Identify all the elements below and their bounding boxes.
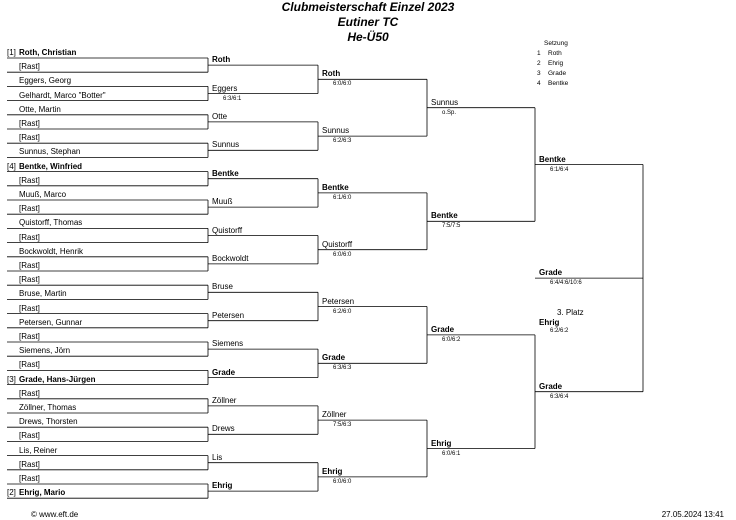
entrant-name: [Rast] <box>19 119 40 128</box>
seed-marker: [1] <box>7 48 16 57</box>
seed-marker: [4] <box>7 161 16 171</box>
match-score: 7:5/7:5 <box>442 223 461 230</box>
semifinal-winner: Bentke <box>539 154 566 164</box>
entrant-name: Gelhardt, Marco "Botter" <box>19 90 106 100</box>
match-score: 6:0/6:0 <box>333 251 352 258</box>
round2-winner: Petersen <box>212 310 245 320</box>
entrant-name: Eggers, Georg <box>19 76 72 86</box>
third-place-label: 3. Platz <box>557 308 584 317</box>
round2-winner: Ehrig <box>212 481 233 491</box>
entrant-name: Zöllner, Thomas <box>19 403 77 412</box>
entrant-name: Siemens, Jörn <box>19 346 71 356</box>
round2-winner: Otte <box>212 111 228 121</box>
round2-winner: Eggers <box>212 83 238 93</box>
entrant-name: Quistorff, Thomas <box>19 218 83 228</box>
entrant-name: [Rast] <box>19 261 40 270</box>
quarterfinal-winner: Sunnus <box>431 97 459 107</box>
round3-winner: Grade <box>322 353 346 363</box>
entrant-name: Bruse, Martin <box>19 289 67 299</box>
entrant-name: Lis, Reiner <box>19 445 58 455</box>
entrant-name: [Rast] <box>19 459 40 469</box>
round2-winner: Sunnus <box>212 140 240 150</box>
round3-winner: Bentke <box>322 182 349 192</box>
round3-winner: Ehrig <box>322 466 343 476</box>
round3-winner: Roth <box>322 69 341 79</box>
match-score: 6:0/6:1 <box>442 450 461 457</box>
seeding-num: 3 <box>537 70 541 77</box>
round2-winner: Siemens <box>212 339 244 349</box>
entrant-name: Muuß, Marco <box>19 190 67 199</box>
seeding-player: Grade <box>548 70 567 77</box>
seeding-heading: Setzung <box>544 40 568 47</box>
print-timestamp: 27.05.2024 13:41 <box>661 510 724 519</box>
round3-winner: Quistorff <box>322 239 353 249</box>
club-name: Eutiner TC <box>337 15 399 29</box>
entrant-name: Sunnus, Stephan <box>19 147 81 157</box>
quarterfinal-winner: Ehrig <box>431 438 452 448</box>
match-score: 6:2/6:3 <box>333 138 352 145</box>
third-place-winner: Ehrig <box>539 318 560 327</box>
match-score: 6:0/6:0 <box>333 81 352 88</box>
third-place-score: 6:2/6:2 <box>550 328 569 334</box>
round2-winner: Quistorff <box>212 225 243 235</box>
round2-winner: Lis <box>212 452 223 462</box>
match-score: 6:0/6:2 <box>442 336 461 343</box>
seed-marker: [2] <box>7 488 16 498</box>
entrant-name: [Rast] <box>19 232 40 242</box>
champion-name: Grade <box>539 268 563 278</box>
entrant-name: Grade, Hans-Jürgen <box>19 374 96 384</box>
match-score: 6:0/6:0 <box>333 478 352 485</box>
semifinal-winner: Grade <box>539 381 563 391</box>
round2-winner: Bockwoldt <box>212 253 249 263</box>
round2-winner: Roth <box>212 55 231 65</box>
entrant-name: Otte, Martin <box>19 104 61 114</box>
entrant-name: [Rast] <box>19 303 40 313</box>
entrant-name: [Rast] <box>19 204 40 214</box>
round2-winner: Bruse <box>212 282 233 292</box>
entrant-name: Ehrig, Mario <box>19 488 66 498</box>
website-credit: © www.eft.de <box>31 510 79 519</box>
round2-winner: Drews <box>212 424 235 434</box>
seeding-num: 2 <box>537 60 541 67</box>
entrant-name: Drews, Thorsten <box>19 417 78 427</box>
entrant-name: [Rast] <box>19 332 40 341</box>
entrant-name: [Rast] <box>19 431 40 441</box>
seeding-num: 4 <box>537 80 541 87</box>
match-score: 6:3/6:4 <box>550 393 569 400</box>
quarterfinal-winner: Bentke <box>431 211 458 221</box>
seeding-player: Bentke <box>548 80 569 87</box>
round3-winner: Zöllner <box>322 410 347 420</box>
seeding-player: Roth <box>548 50 562 57</box>
entrant-name: [Rast] <box>19 360 40 370</box>
match-score: 6:1/6:0 <box>333 194 352 201</box>
entrant-name: Roth, Christian <box>19 48 77 57</box>
entrant-name: Petersen, Gunnar <box>19 317 83 327</box>
match-score: 6:1/6:4 <box>550 166 569 173</box>
match-score: 6:3/6:3 <box>333 365 352 372</box>
round3-winner: Sunnus <box>322 126 350 136</box>
entrant-name: Bockwoldt, Henrik <box>19 246 84 256</box>
round3-winner: Petersen <box>322 296 355 306</box>
entrant-name: Bentke, Winfried <box>19 161 83 171</box>
seeding-player: Ehrig <box>548 60 564 67</box>
entrant-name: [Rast] <box>19 62 40 72</box>
round2-winner: Grade <box>212 367 236 377</box>
seed-marker: [3] <box>7 374 16 384</box>
match-score: 7:5/6:3 <box>333 422 352 429</box>
match-score: o.Sp. <box>442 109 457 116</box>
quarterfinal-winner: Grade <box>431 324 455 334</box>
category-name: He-Ü50 <box>347 30 389 44</box>
page-title: Clubmeisterschaft Einzel 2023 <box>281 0 455 14</box>
entrant-name: [Rast] <box>19 474 40 483</box>
entrant-name: [Rast] <box>19 388 40 398</box>
entrant-name: [Rast] <box>19 175 40 185</box>
final-score: 6:4/4:6/10:6 <box>550 280 582 287</box>
round2-winner: Muuß <box>212 197 233 207</box>
round2-winner: Zöllner <box>212 395 237 405</box>
seeding-num: 1 <box>537 50 541 57</box>
match-score: 6:3/6:1 <box>223 95 242 102</box>
match-score: 6:2/6:0 <box>333 308 352 315</box>
round2-winner: Bentke <box>212 168 239 178</box>
entrant-name: [Rast] <box>19 275 40 285</box>
entrant-name: [Rast] <box>19 133 40 143</box>
